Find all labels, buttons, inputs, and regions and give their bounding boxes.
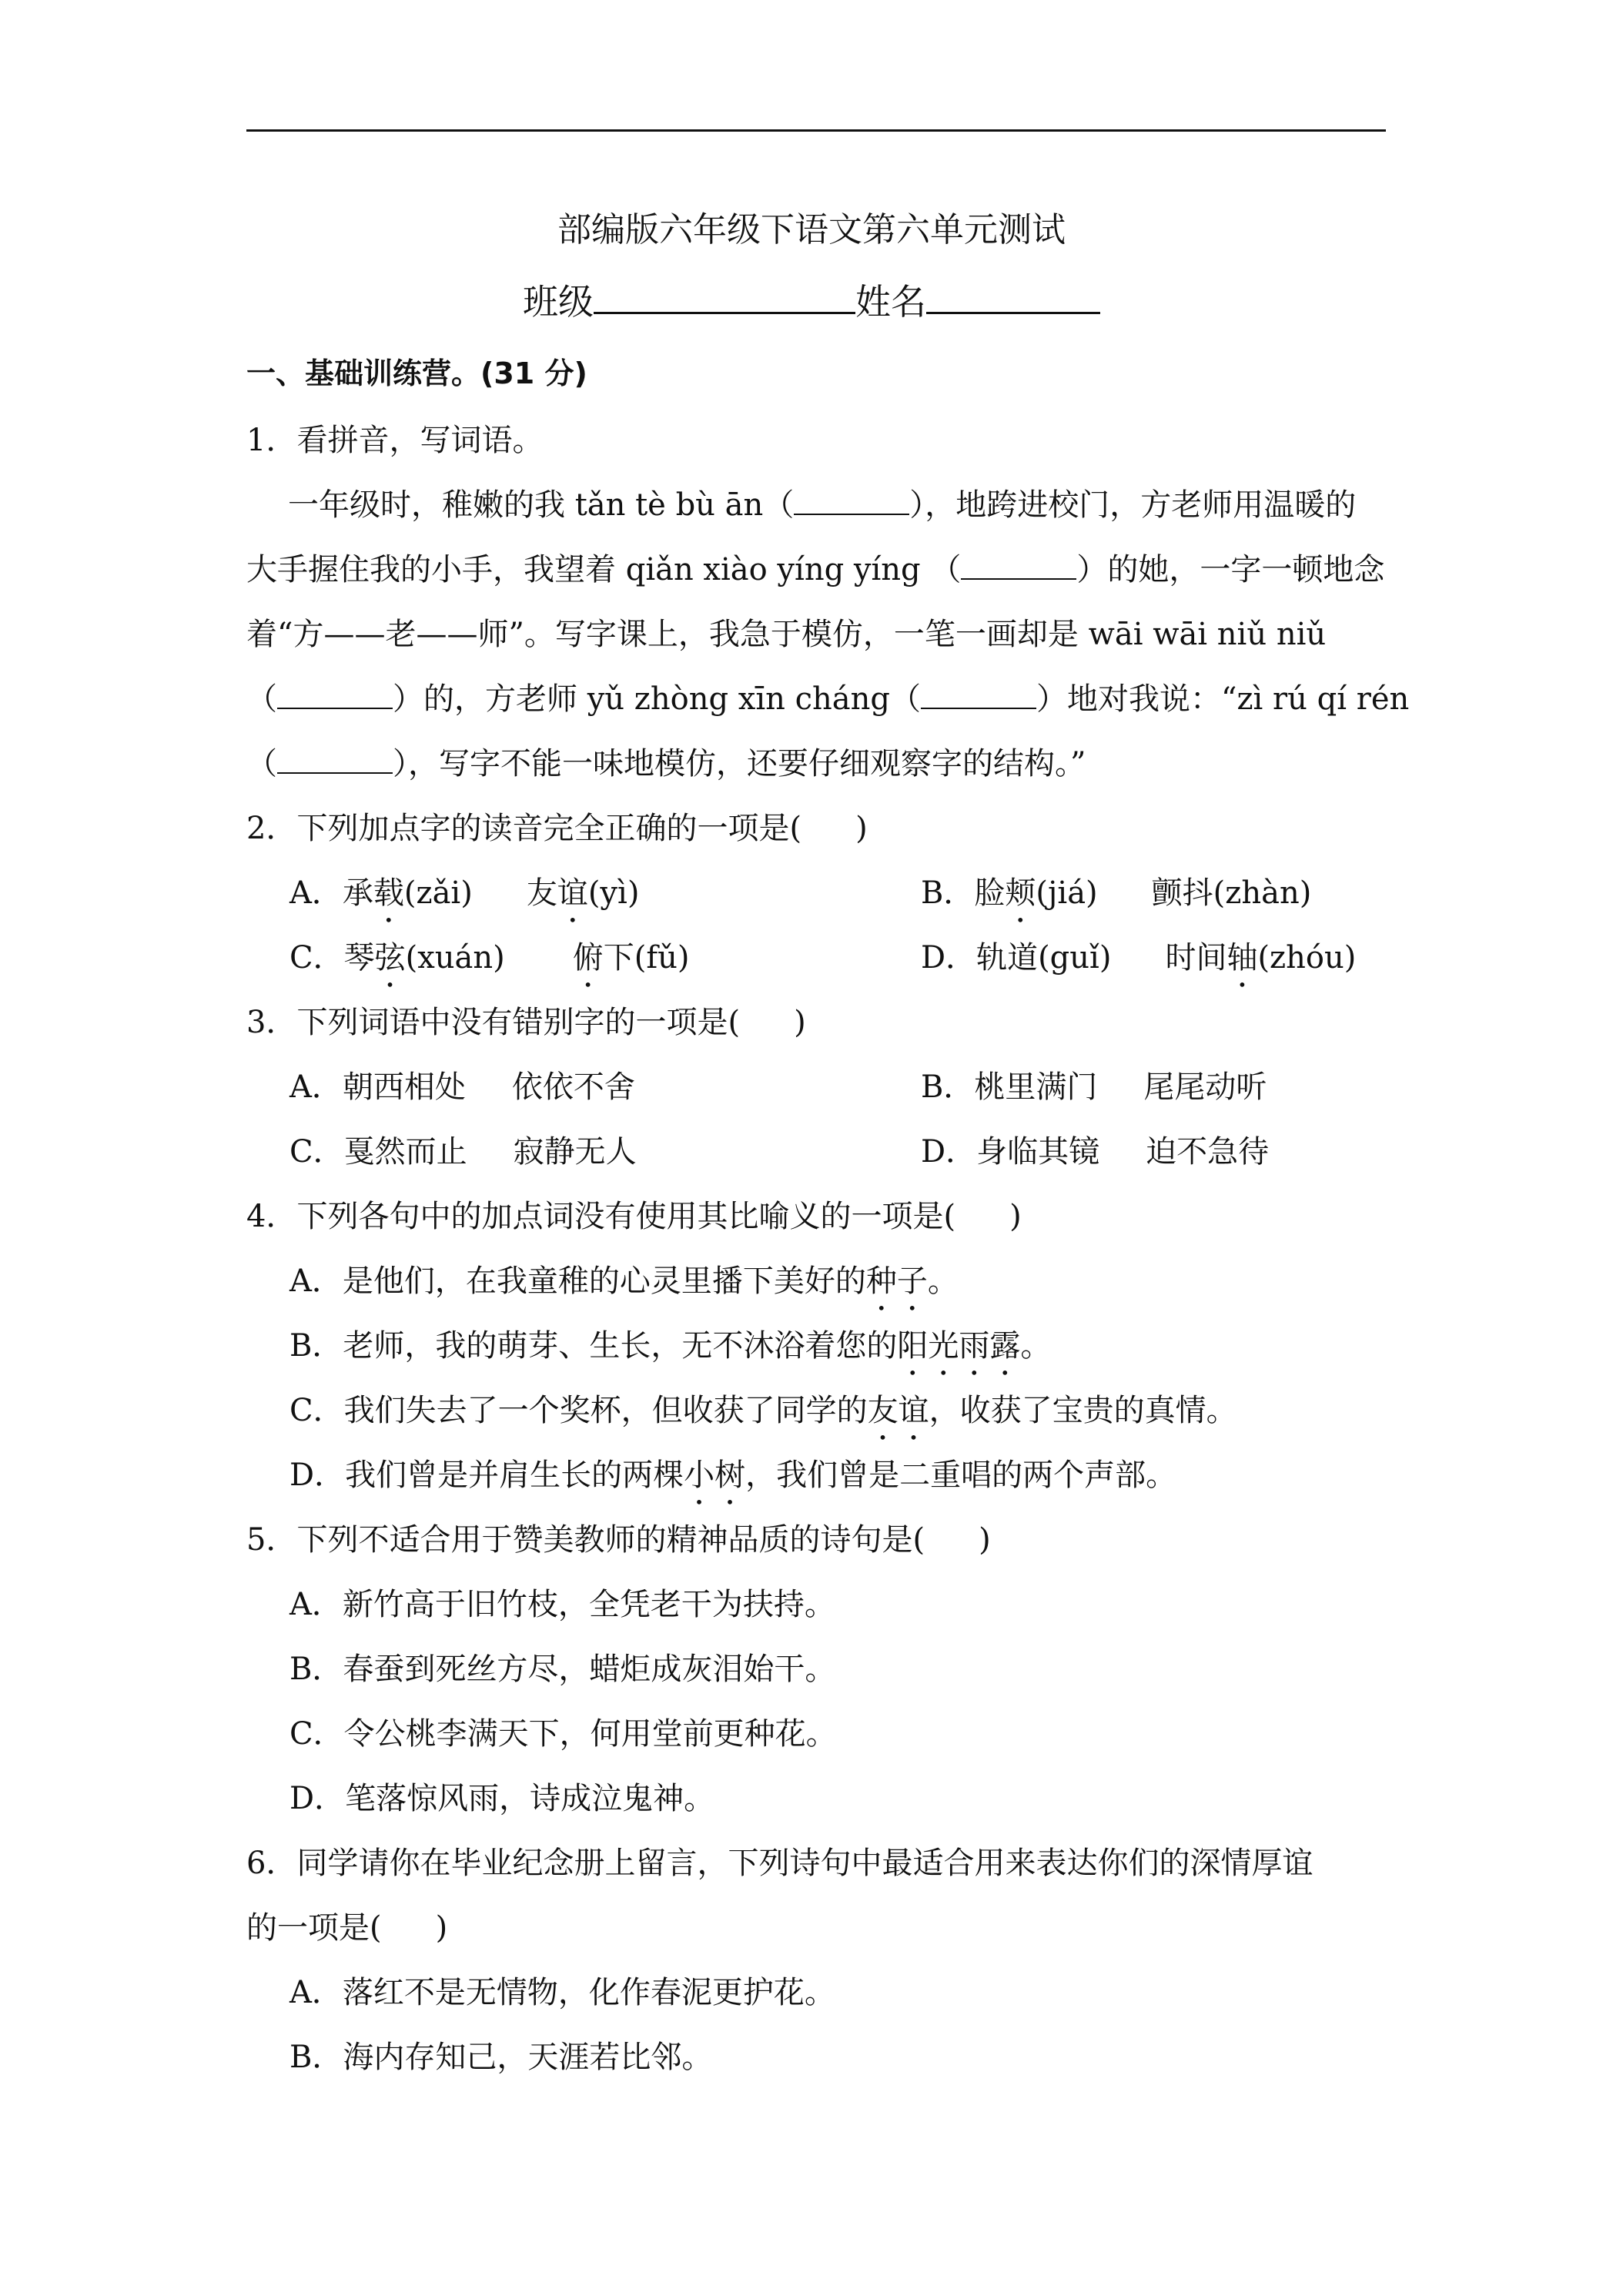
- answer-blank[interactable]: [921, 681, 1036, 709]
- page-title: 部编版六年级下语文第六单元测试: [557, 210, 1066, 249]
- q6-text: 的一项是(: [246, 1910, 382, 1946]
- q3-close: ): [794, 1005, 806, 1040]
- name-blank[interactable]: [926, 281, 1100, 314]
- q4-prompt: [246, 1192, 1022, 1236]
- q2-option-c[interactable]: C．琴弦(xuán) 俯下(fǔ): [289, 940, 690, 976]
- answer-blank[interactable]: [961, 552, 1076, 580]
- q1-text: 大手握住我的小手，我望着 qiǎn xiào yíng yíng （: [246, 552, 962, 587]
- q5-option-d[interactable]: D．笔落惊风雨，诗成泣鬼神。: [289, 1781, 715, 1816]
- q4-option-c[interactable]: C．我们失去了一个奖杯，但收获了同学的友谊，收获了宝贵的真情。: [289, 1393, 1237, 1428]
- q1-prompt: 1．看拼音，写词语。: [246, 423, 544, 458]
- answer-blank[interactable]: [277, 746, 393, 774]
- q1-line4: [246, 674, 1409, 718]
- q5-prompt: [246, 1515, 991, 1559]
- q4-text: 4．下列各句中的加点词没有使用其比喻义的一项是(: [246, 1199, 956, 1234]
- q1-text: ）地对我说：“zì rú qí rén: [1036, 681, 1410, 717]
- q6-close: ): [435, 1910, 448, 1946]
- q1-text: （: [246, 681, 277, 717]
- q1-text: 一年级时，稚嫩的我 tǎn tè bù ān（: [288, 487, 795, 523]
- q5-option-a[interactable]: A．新竹高于旧竹枝，全凭老干为扶持。: [289, 1587, 835, 1622]
- q3-option-b[interactable]: B．桃里满门 尾尾动听: [921, 1069, 1267, 1105]
- header-rule: [246, 129, 1386, 132]
- q1-text: ）的她，一字一顿地念: [1076, 552, 1385, 587]
- q5-close: ): [979, 1522, 991, 1558]
- class-name-line: [0, 274, 1623, 325]
- q4-option-d[interactable]: D．我们曾是并肩生长的两棵小树，我们曾是二重唱的两个声部。: [289, 1458, 1177, 1493]
- name-label: 姓名: [855, 281, 926, 323]
- q1-line3: 着“方——老——师”。写字课上，我急于模仿，一笔一画却是 wāi wāi niǔ niǔ: [246, 617, 1327, 652]
- q2-option-a[interactable]: A．承载(zǎi) 友谊(yì): [289, 875, 640, 911]
- q1-line2: [246, 545, 1384, 589]
- q1-text: （: [246, 746, 277, 782]
- q2-text: 2．下列加点字的读音完全正确的一项是(: [246, 811, 802, 846]
- q2-close: ): [855, 811, 868, 846]
- q1-text: ），地跨进校门，方老师用温暖的: [909, 487, 1357, 523]
- class-label: 班级: [523, 281, 594, 323]
- q1-text: ）的，方老师 yǔ zhòng xīn cháng（: [393, 681, 921, 717]
- q3-option-d[interactable]: D．身临其镜 迫不急待: [921, 1134, 1270, 1170]
- q6-option-a[interactable]: A．落红不是无情物，化作春泥更护花。: [289, 1975, 835, 2010]
- q1-text: ），写字不能一味地模仿，还要仔细观察字的结构。”: [393, 746, 1086, 782]
- section-heading: 一、基础训练营。(31 分): [246, 356, 587, 390]
- q3-option-a[interactable]: A．朝西相处 依依不舍: [289, 1069, 635, 1105]
- answer-blank[interactable]: [794, 487, 909, 515]
- q3-prompt: [246, 998, 806, 1042]
- q6-option-b[interactable]: B．海内存知己，天涯若比邻。: [289, 2040, 713, 2075]
- q5-text: 5．下列不适合用于赞美教师的精神品质的诗句是(: [246, 1522, 925, 1558]
- q4-option-a[interactable]: A．是他们，在我童稚的心灵里播下美好的种子。: [289, 1263, 959, 1299]
- q6-prompt-cont: [246, 1903, 447, 1947]
- class-blank[interactable]: [594, 281, 855, 314]
- q3-option-c[interactable]: C．戛然而止 寂静无人: [289, 1134, 637, 1170]
- q4-option-b[interactable]: B．老师，我的萌芽、生长，无不沐浴着您的阳光雨露。: [289, 1328, 1052, 1364]
- q4-close: ): [1009, 1199, 1022, 1234]
- q2-prompt: [246, 804, 868, 848]
- q5-option-c[interactable]: C．令公桃李满天下，何用堂前更种花。: [289, 1716, 837, 1752]
- q1-line1: [288, 480, 1356, 524]
- q3-text: 3．下列词语中没有错别字的一项是(: [246, 1005, 741, 1040]
- q6-prompt: 6．同学请你在毕业纪念册上留言，下列诗句中最适合用来表达你们的深情厚谊: [246, 1846, 1313, 1881]
- q1-line5: [246, 739, 1086, 783]
- answer-blank[interactable]: [277, 681, 393, 709]
- q2-option-d[interactable]: D．轨道(guǐ) 时间轴(zhóu): [921, 940, 1357, 976]
- q5-option-b[interactable]: B．春蚕到死丝方尽，蜡炬成灰泪始干。: [289, 1652, 836, 1687]
- q2-option-b[interactable]: B．脸颊(jiá) 颤抖(zhàn): [921, 875, 1312, 911]
